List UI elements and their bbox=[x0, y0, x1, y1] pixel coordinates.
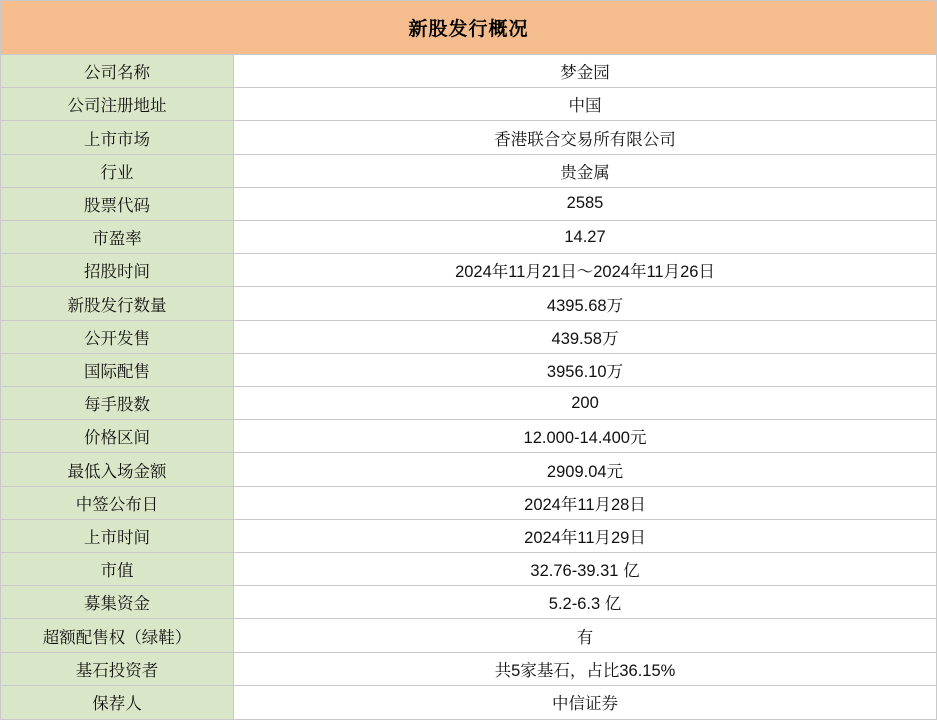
row-label: 行业 bbox=[1, 155, 234, 188]
row-value: 14.27 bbox=[234, 221, 936, 254]
table-row bbox=[1, 287, 936, 320]
row-label: 基石投资者 bbox=[1, 653, 234, 686]
table-row bbox=[1, 586, 936, 619]
row-value: 2909.04元 bbox=[234, 453, 936, 486]
table-row bbox=[1, 254, 936, 287]
row-value: 2024年11月29日 bbox=[234, 520, 936, 553]
row-value: 2024年11月28日 bbox=[234, 487, 936, 520]
sheet-title-row bbox=[0, 0, 937, 55]
table-row bbox=[1, 55, 936, 88]
row-value: 32.76-39.31 亿 bbox=[234, 553, 936, 586]
table-row bbox=[1, 453, 936, 486]
table-row bbox=[1, 420, 936, 453]
row-value: 12.000-14.400元 bbox=[234, 420, 936, 453]
row-value: 中信证券 bbox=[234, 686, 936, 719]
row-value: 2585 bbox=[234, 188, 936, 221]
row-value: 中国 bbox=[234, 88, 936, 121]
table-row bbox=[1, 121, 936, 154]
row-label: 公司注册地址 bbox=[1, 88, 234, 121]
row-value: 3956.10万 bbox=[234, 354, 936, 387]
row-label: 最低入场金额 bbox=[1, 453, 234, 486]
row-label: 上市时间 bbox=[1, 520, 234, 553]
table-row bbox=[1, 520, 936, 553]
row-label: 价格区间 bbox=[1, 420, 234, 453]
table-row bbox=[1, 619, 936, 652]
row-value: 梦金园 bbox=[234, 55, 936, 88]
row-label: 上市市场 bbox=[1, 121, 234, 154]
table-row bbox=[1, 321, 936, 354]
table-row bbox=[1, 387, 936, 420]
table-row bbox=[1, 686, 936, 719]
table-row bbox=[1, 221, 936, 254]
row-value: 200 bbox=[234, 387, 936, 420]
row-value: 香港联合交易所有限公司 bbox=[234, 121, 936, 154]
row-value: 4395.68万 bbox=[234, 287, 936, 320]
table-row bbox=[1, 653, 936, 686]
page-title: 新股发行概况 bbox=[408, 19, 529, 40]
table-row bbox=[1, 354, 936, 387]
row-value: 2024年11月21日～2024年11月26日 bbox=[234, 254, 936, 287]
row-label: 招股时间 bbox=[1, 254, 234, 287]
table-row bbox=[1, 553, 936, 586]
table-row bbox=[1, 88, 936, 121]
row-label: 超额配售权（绿鞋） bbox=[1, 619, 234, 652]
row-label: 股票代码 bbox=[1, 188, 234, 221]
table-row bbox=[1, 188, 936, 221]
row-value: 共5家基石，占比36.15% bbox=[234, 653, 936, 686]
row-label: 中签公布日 bbox=[1, 487, 234, 520]
ipo-details-table bbox=[0, 55, 937, 720]
row-label: 市盈率 bbox=[1, 221, 234, 254]
row-value: 5.2-6.3 亿 bbox=[234, 586, 936, 619]
row-label: 募集资金 bbox=[1, 586, 234, 619]
row-label: 新股发行数量 bbox=[1, 287, 234, 320]
row-label: 每手股数 bbox=[1, 387, 234, 420]
row-label: 公开发售 bbox=[1, 321, 234, 354]
row-label: 市值 bbox=[1, 553, 234, 586]
row-label: 保荐人 bbox=[1, 686, 234, 719]
table-row bbox=[1, 487, 936, 520]
row-value: 有 bbox=[234, 619, 936, 652]
row-value: 439.58万 bbox=[234, 321, 936, 354]
row-value: 贵金属 bbox=[234, 155, 936, 188]
table-row bbox=[1, 155, 936, 188]
row-label: 国际配售 bbox=[1, 354, 234, 387]
row-label: 公司名称 bbox=[1, 55, 234, 88]
